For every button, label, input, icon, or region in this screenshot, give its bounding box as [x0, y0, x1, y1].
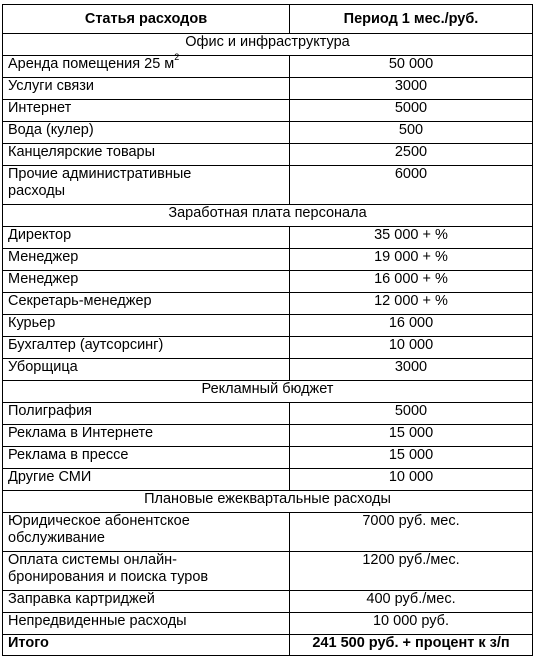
- table-row: [3, 613, 533, 635]
- table-row: [3, 591, 533, 613]
- expense-name: Менеджер: [3, 249, 290, 271]
- expense-value: 2500: [290, 144, 533, 166]
- expense-name: Бухгалтер (аутсорсинг): [3, 337, 290, 359]
- expense-name: [3, 513, 290, 552]
- expense-name: Курьер: [3, 315, 290, 337]
- expense-value: 10 000: [290, 337, 533, 359]
- section-row: [3, 205, 533, 227]
- expense-name-line: Юридическое абонентское: [8, 513, 190, 529]
- expense-value: 5000: [290, 100, 533, 122]
- expense-name: [3, 52, 290, 78]
- section-row: [3, 381, 533, 403]
- table-row: [3, 359, 533, 381]
- table-row: [3, 447, 533, 469]
- expense-name-superscript: 2: [174, 52, 180, 63]
- header-row: [3, 5, 533, 34]
- section-title-advertising: Рекламный бюджет: [3, 381, 533, 403]
- expense-name: Заправка картриджей: [3, 591, 290, 613]
- table-row: [3, 122, 533, 144]
- table-row: [3, 166, 533, 205]
- expense-name: Услуги связи: [3, 78, 290, 100]
- expense-value: 10 000: [290, 469, 533, 491]
- total-row: [3, 635, 533, 656]
- expense-value: 1200 руб./мес.: [290, 552, 533, 591]
- total-label: Итого: [3, 635, 290, 656]
- table-row: [3, 469, 533, 491]
- expense-name: Вода (кулер): [3, 122, 290, 144]
- column-header-period: Период 1 мес./руб.: [290, 5, 533, 34]
- expense-value: 19 000 + %: [290, 249, 533, 271]
- expense-name: Интернет: [3, 100, 290, 122]
- expense-value: 35 000 + %: [290, 227, 533, 249]
- expense-value: 6000: [290, 166, 533, 205]
- table-row: [3, 513, 533, 552]
- expense-value: 16 000 + %: [290, 271, 533, 293]
- expense-name: Уборщица: [3, 359, 290, 381]
- expense-name: Канцелярские товары: [3, 144, 290, 166]
- expense-table: [2, 4, 533, 656]
- column-header-expense-item: Статья расходов: [3, 5, 290, 34]
- table-row: [3, 293, 533, 315]
- table-row: [3, 271, 533, 293]
- expense-name: [3, 166, 290, 205]
- expense-value: 500: [290, 122, 533, 144]
- expense-value: 3000: [290, 78, 533, 100]
- expense-name-line: Прочие административные: [8, 166, 192, 182]
- expense-value: 15 000: [290, 425, 533, 447]
- expense-name: Другие СМИ: [3, 469, 290, 491]
- expense-name: Полиграфия: [3, 403, 290, 425]
- expense-value: 400 руб./мес.: [290, 591, 533, 613]
- expense-name-line: обслуживание: [8, 530, 105, 546]
- expense-value: 7000 руб. мес.: [290, 513, 533, 552]
- table-row: [3, 144, 533, 166]
- section-title-office: Офис и инфраструктура: [3, 34, 533, 56]
- section-row: [3, 34, 533, 56]
- table-row: [3, 337, 533, 359]
- table-row: [3, 403, 533, 425]
- expense-name: Непредвиденные расходы: [3, 613, 290, 635]
- expense-value: 5000: [290, 403, 533, 425]
- expense-value: 15 000: [290, 447, 533, 469]
- table-row: [3, 425, 533, 447]
- expense-name: Менеджер: [3, 271, 290, 293]
- expense-name-line: Оплата системы онлайн-: [8, 552, 178, 568]
- expense-value: 16 000: [290, 315, 533, 337]
- expense-value: 12 000 + %: [290, 293, 533, 315]
- expense-name: Секретарь-менеджер: [3, 293, 290, 315]
- table-row: [3, 100, 533, 122]
- expense-name-text: Аренда помещения 25 м: [8, 56, 175, 72]
- table-row: [3, 552, 533, 591]
- table-row: [3, 249, 533, 271]
- section-title-quarterly: Плановые ежеквартальные расходы: [3, 491, 533, 513]
- expense-value: 10 000 руб.: [290, 613, 533, 635]
- section-title-salary: Заработная плата персонала: [3, 205, 533, 227]
- expense-name: Реклама в прессе: [3, 447, 290, 469]
- section-row: [3, 491, 533, 513]
- expense-value: 50 000: [290, 56, 533, 78]
- table-row: [3, 315, 533, 337]
- expense-value: 3000: [290, 359, 533, 381]
- expense-name: [3, 552, 290, 591]
- expense-name: Реклама в Интернете: [3, 425, 290, 447]
- table-row: [3, 227, 533, 249]
- table-row: [3, 56, 533, 78]
- expense-name-line: бронирования и поиска туров: [8, 569, 209, 585]
- total-value: 241 500 руб. + процент к з/п: [290, 635, 533, 656]
- table-row: [3, 78, 533, 100]
- expense-name: Директор: [3, 227, 290, 249]
- expense-name-line: расходы: [8, 183, 66, 199]
